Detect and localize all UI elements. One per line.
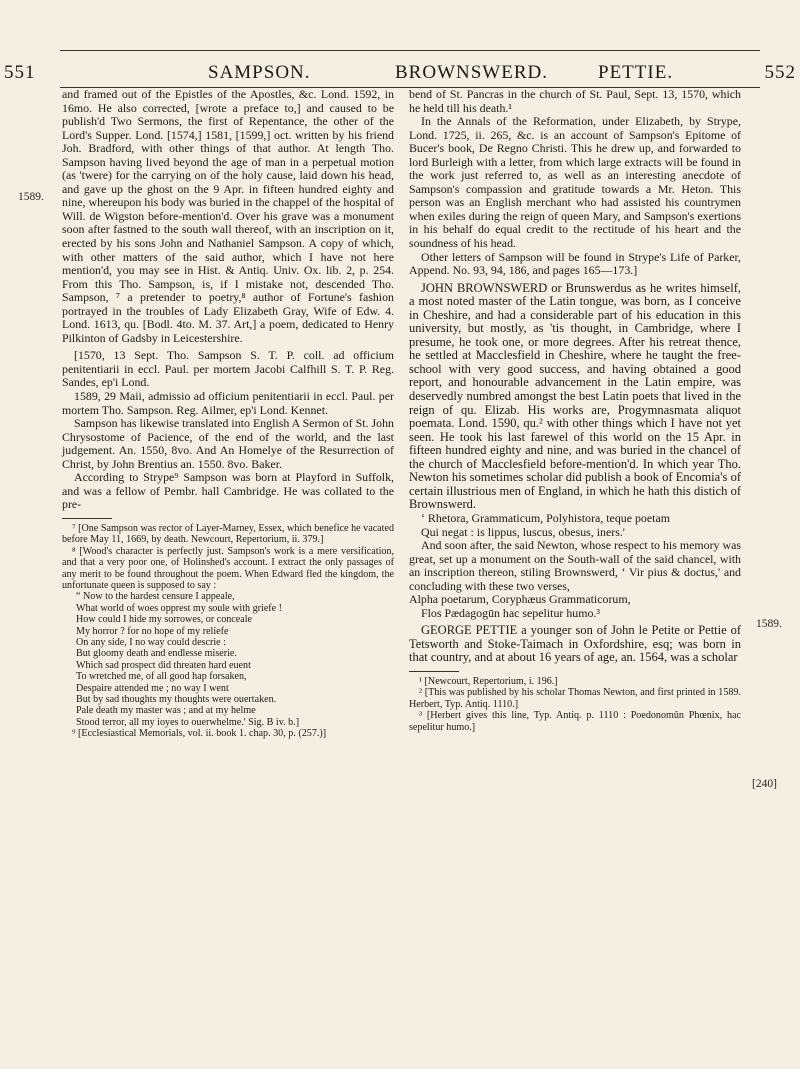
footnote-8: ⁸ [Wood's character is perfectly just. Sampson's work is a mere versification, and that a very poor one, of Holinshed's account. I extract the only passages of any merit to be found throughout the poem. When Edward fled the kingdom, the unfortunate queen is supposed to say : [62,545,394,591]
entry-brownswerd: JOHN BROWNSWERD or Brunswerdus as he writes himself, a most noted master of the Latin tongue, was born, as I conceive in Cheshire, and had a considerable part of his education in this university, but mostly, as 'tis thought, in Cambridge, where I presume, he took one, or more degrees. After his retreat thence, he settled at Macclesfield in Cheshire, where he taught the free-school with very good success, and having obtained a good report, and honourable advancement in the Latin empire, was deservedly numbred amongst the best Latin poets that lived in the reign of qu. Elizab. His works are, Progymnasmata aliquot poemata. Lond. 1590, qu.² with other things which I have not yet seen. He took his last farewel of this world on the 15 Apr. in fifteen hundred eighty and nine, and was buried in the chancel of the church of Macclesfield before-mention'd. In which year Tho. Newton his sometimes scholar did publish a book of Encomia's of certain illustrious men of England, in which he hath this distich of Brownswerd. [409,280,741,512]
verse-line: “ Now to the hardest censure I appeale, [76,591,235,603]
verse-line: Which sad prospect did threaten hard euent [76,659,251,671]
verse-line: On any side, I no way could descrie : [76,637,226,649]
running-head-sampson: SAMPSON. [208,62,311,83]
footnote-1: ¹ [Newcourt, Repertorium, i. 196.] [419,675,558,687]
right-footnotes [409,676,741,733]
left-paragraph-4: Sampson has likewise translated into English A Sermon of St. John Chrysostome of Pacience, of the end of the world, and the last judgement. An. 1550, 8vo. And An Homelye of the Resurrection of Christ, by John Brentius an. 1550. 8vo. Baker. [62,416,394,471]
right-paragraph-3: Other letters of Sampson will be found in Strype's Life of Parker, Append. No. 93, 94, 186, and pages 165—173.] [409,249,741,278]
verse-line: But by sad thoughts my thoughts were ouertaken. [76,694,277,706]
margin-year-right: 1589. [756,618,782,630]
left-column [62,88,394,740]
epitaph-line-2: Flos Pædagogūn hac sepelitur humo.³ [421,605,600,620]
right-column [409,88,741,733]
right-paragraph-2: In the Annals of the Reformation, under Elizabeth, by Strype, Lond. 1725, ii. 265, &c. is an account of Sampson's Epitome of Bucer's book, De Regno Christi. This he drew up, and forwarded to lord Burleigh with a letter, from which large extracts will be found in the work just referred to, as well as an interesting anecdote of Sampson's compassion and gratitude towards a Mr. Heton. This person was an English merchant who had assisted his countrymen when exiles during the reign of queen Mary, and Sampson's exertions in his behalf do equal credit to the rectitude of his heart and the soundness of his head. [409,114,741,251]
page-header [0,62,800,86]
page-number-left: 551 [4,62,36,83]
verse-line: To wretched me, of all good hap forsaken, [76,671,247,683]
left-paragraph-2: [1570, 13 Sept. Tho. Sampson S. T. P. coll. ad officium penitentiarii in eccl. Paul. per mortem Jacobi Calfhill S. T. P. Reg. Sandes, ep'i Lond. [62,348,394,390]
right-paragraph-1: bend of St. Pancras in the church of St. Paul, Sept. 13, 1570, which he held till his death.¹ [409,87,741,115]
right-paragraph-newton: And soon after, the said Newton, whose respect to his memory was great, set up a monument on the South-wall of the said chancel, with an inscription thereon, stiling Brownswerd, ‘ Vir pius & doctus,' and concluding with these two verses, [409,538,741,593]
left-paragraph-5: According to Strype⁹ Sampson was born at Playford in Suffolk, and was a fellow of Pembr. hall Cambridge. He was collated to the pre- [62,470,394,512]
left-paragraph-3: 1589, 29 Maii, admissio ad officium penitentiarii in eccl. Paul. per mortem Tho. Sampson. Reg. Ailmer, ep'i Lond. Kennet. [62,389,394,417]
running-head-brownswerd: BROWNSWERD. [395,62,548,83]
footnote-3: ³ [Herbert gives this line, Typ. Antiq. p. 1110 : Poedonomūn Phœnix, hac sepelitur humo.] [409,710,741,733]
footnote-9: ⁹ [Ecclesiastical Memorials, vol. ii. book 1. chap. 30, p. (257.)] [72,728,327,740]
running-head-pettie: PETTIE. [598,62,674,83]
distich-line-1: ‘ Rhetora, Grammaticum, Polyhistora, teque poetam [421,510,670,525]
verse-line: What world of woes opprest my soule with griefe ! [76,602,283,614]
verse-line: Despaire attended me ; no way I went [76,682,229,694]
footnote-rule-left [62,518,112,519]
verse-line: But gloomy death and endlesse miserie. [76,648,237,660]
margin-year-left: 1589. [18,191,44,203]
entry-pettie: GEORGE PETTIE a younger son of John le Petite or Pettie of Tetsworth and Stoke-Taimach in Oxfordshire, esq; was born in that country, and at about 16 years of age, an. 1564, was a scholar [409,623,741,665]
verse-line: Stood terror, all my ioyes to ouerwhelme.' Sig. B iv. b.] [76,716,300,728]
left-footnotes [62,523,394,740]
verse-line: How could I hide my sorrowes, or conceale [76,614,253,626]
distich-line-2: Qui negat : is lippus, luscus, obesus, iners.' [421,524,625,539]
verse-line: Pale death my master was ; and at my helme [76,705,256,717]
top-rule [60,50,760,51]
epitaph-line-1: Alpha poetarum, Coryphæus Grammaticorum, [409,592,631,607]
left-paragraph-1: and framed out of the Epistles of the Apostles, &c. Lond. 1592, in 16mo. He also corrected, [wrote a preface to,] and caused to be publish'd Two Sermons, the first of Repentance, the other of the Lord's Supper. Lond. [1574,] 1581, [1599,] oct. written by his friend Joh. Bradford, with other things of that author. At length Tho. Sampson having lived beyond the age of man in a perpetual motion (as 'twere) for the carrying on of the holy cause, laid down his head, and gave up the ghost on the 9 Apr. in fifteen hundred eighty and nine, whereupon his body was buried in the chappel of the hospital of Will. de Wigston before-mention'd. Over his grave was a monument soon after fastned to the south wall thereof, with an inscription on it, erected by his sons John and Nathaniel Sampson. A copy of which, with other matters of the said author, which I have not here mention'd, you may see in Hist. & Antiq. Univ. Ox. lib. 2, p. 254. From this Tho. Sampson, is, if I mistake not, descended Tho. Sampson, ⁷ a pretender to poetry,⁸ author of Fortune's fashion portrayed in the troubles of Lady Elizabeth Gray, Wife of Edw. 4. Lond. 1613, qu. [Bodl. 4to. M. 37. Art,] a poem, dedicated to Henry Pilkinton of Gadsby in Leicestershire. [62,87,394,345]
margin-bracket-240: [240] [752,778,777,790]
page-number-right: 552 [764,62,796,83]
footnote-2: ² [This was published by his scholar Thomas Newton, and first printed in 1589. Herbert, Typ. Antiq. 1110.] [409,687,741,710]
verse-line: My horror ? for no hope of my reliefe [76,625,229,637]
footnote-rule-right [409,671,459,672]
footnote-7: ⁷ [One Sampson was rector of Layer-Marney, Essex, which benefice he vacated before May 11, 1669, by death. Newcourt, Repertorium, ii. 379.] [62,522,394,546]
